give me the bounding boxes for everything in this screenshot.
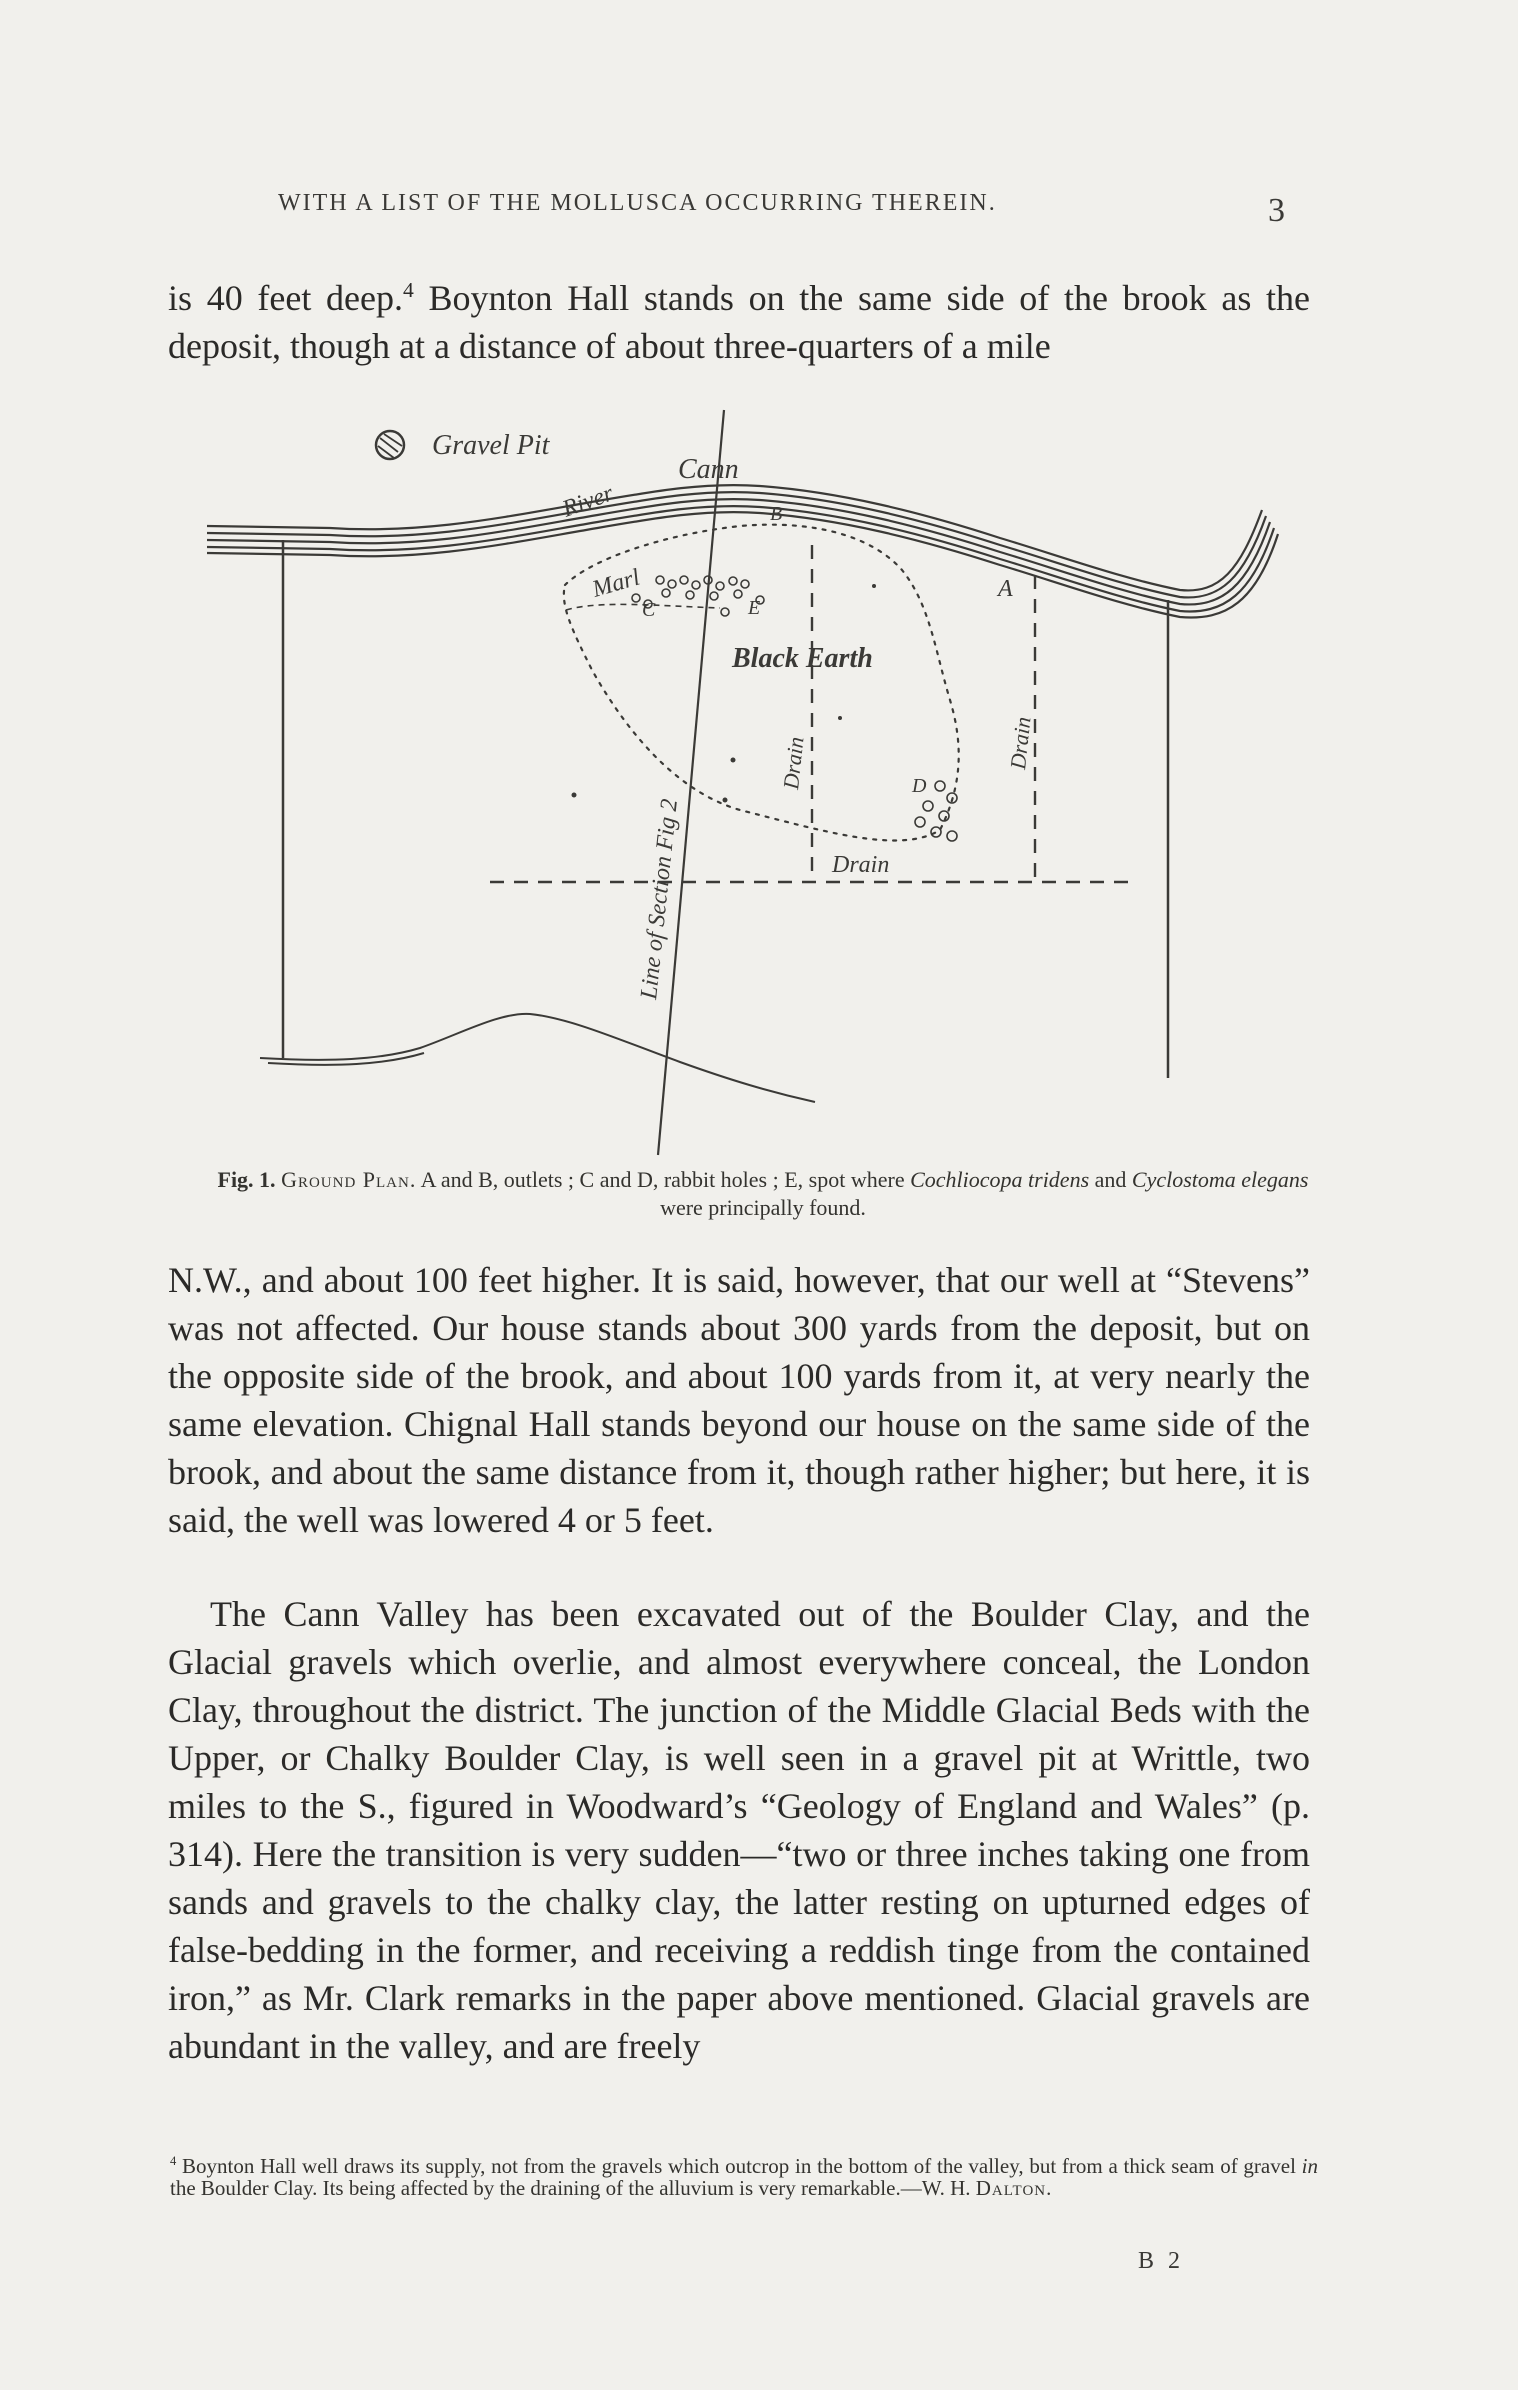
footnote-text-2: the Boulder Clay. Its being affected by the draining of the alluvium is very remarkable.—W. H. bbox=[170, 2176, 976, 2200]
footnote bbox=[170, 2155, 1318, 2199]
caption-text-3: were principally found. bbox=[660, 1195, 866, 1220]
footnote-reference: 4 bbox=[403, 278, 414, 302]
river-label: River bbox=[559, 480, 617, 523]
drain-bottom-label: Drain bbox=[832, 852, 890, 878]
figure-title: Ground Plan. bbox=[281, 1167, 417, 1192]
caption-text-2: and bbox=[1089, 1167, 1132, 1192]
footnote-text-1: Boynton Hall well draws its supply, not from the gravels which outcrop in the bottom of the valley, but from a thick seam of gravel bbox=[176, 2154, 1302, 2178]
paragraph-1-text-b: Boynton Hall stands on the same side of the brook as the deposit, though at a distance of about three-quarters of a mile bbox=[168, 278, 1311, 366]
caption-species-1: Cochliocopa tridens bbox=[910, 1167, 1090, 1192]
footnote-marker: 4 bbox=[170, 2154, 177, 2168]
drain-left-label: Drain bbox=[778, 735, 809, 791]
gravel-pit-label: Gravel Pit bbox=[432, 430, 550, 461]
rabbit-hole-d-label: D bbox=[912, 775, 927, 797]
section-line-label: Line of Section Fig 2 bbox=[636, 797, 684, 1001]
cann-label: Cann bbox=[678, 454, 739, 485]
outlet-b-label: B bbox=[770, 503, 783, 525]
field-boundaries bbox=[283, 540, 1168, 1078]
signature-mark: B 2 bbox=[1138, 2248, 1185, 2274]
gravel-pit-symbol bbox=[376, 431, 404, 459]
scatter-dots bbox=[572, 584, 877, 803]
ground-plan-figure bbox=[0, 0, 1518, 1170]
footnote-emphasis: in bbox=[1301, 2154, 1318, 2178]
running-head: WITH A LIST OF THE MOLLUSCA OCCURRING THEREIN. bbox=[278, 190, 997, 216]
figure-caption bbox=[208, 1166, 1318, 1222]
drain-right-label: Drain bbox=[1005, 715, 1036, 771]
marl-label: Marl bbox=[589, 564, 643, 603]
river-cann bbox=[207, 485, 1278, 617]
paragraph-1-text-a: is 40 feet deep. bbox=[168, 278, 404, 318]
paragraph-2: N.W., and about 100 feet higher. It is said, however, that our well at “Stevens” was not affected. Our house stands about 300 yards from the deposit, but on the opposite side of the brook, and about 100 yards from it, at very nearly the same elevation. Chignal Hall stands beyond our house on the same side of the brook, and about the same distance from it, though rather higher; but here, it is said, the well was lowered 4 or 5 feet. bbox=[168, 1260, 1310, 1540]
black-earth-label: Black Earth bbox=[732, 643, 873, 674]
section-line bbox=[658, 410, 724, 1155]
figure-number: Fig. 1. bbox=[217, 1167, 276, 1192]
caption-species-2: Cyclostoma elegans bbox=[1131, 1167, 1309, 1192]
drains bbox=[490, 545, 1135, 882]
page-number: 3 bbox=[1268, 192, 1285, 229]
rabbit-hole-c-label: C bbox=[642, 599, 656, 621]
spot-e-label: E bbox=[748, 597, 761, 619]
outlet-a-label: A bbox=[998, 576, 1013, 602]
hill-outline bbox=[260, 1014, 815, 1102]
footnote-author: Dalton. bbox=[975, 2176, 1053, 2200]
caption-text-1: A and B, outlets ; C and D, rabbit holes ; E, spot where bbox=[416, 1167, 911, 1192]
paragraph-3: The Cann Valley has been excavated out of the Boulder Clay, and the Glacial gravels which overlie, and almost everywhere conceal, the London Clay, throughout the district. The junction of the Middle Glacial Beds with the Upper, or Chalky Boulder Clay, is well seen in a gravel pit at Writtle, two miles to the S., figured in Woodward’s “Geology of England and Wales” (p. 314). Here the transition is very sudden—“two or three inches taking one from sands and gravels to the chalky clay, the latter resting on upturned edges of false-bedding in the former, and receiving a reddish tinge from the contained iron,” as Mr. Clark remarks in the paper above mentioned. Glacial gravels are abundant in the valley, and are freely bbox=[168, 1594, 1310, 2066]
